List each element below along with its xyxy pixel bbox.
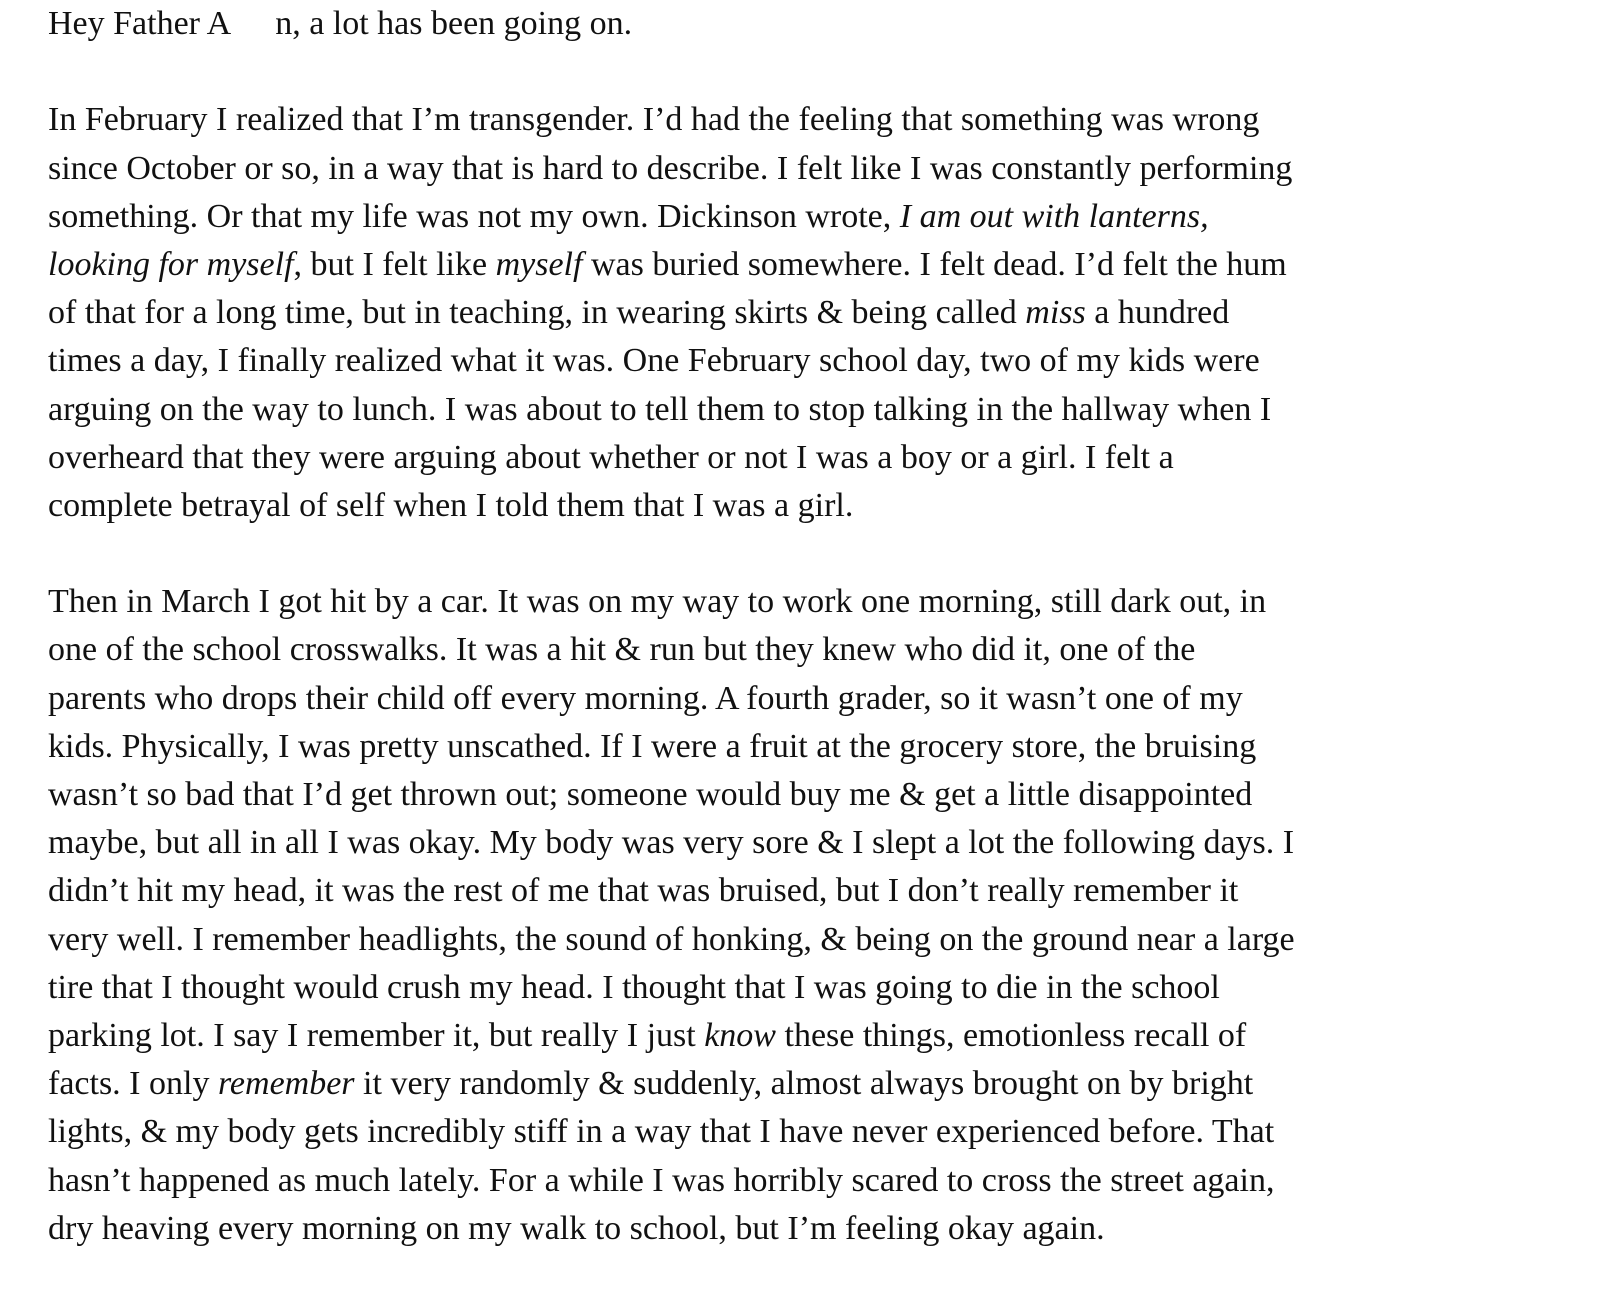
text-line: kids. Physically, I was pretty unscathed. If I were a fruit at the grocery store, the bruising	[48, 727, 1257, 765]
text-line: since October or so, in a way that is hard to describe. I felt like I was constantly performing	[48, 149, 1293, 187]
text-span: , but I felt like	[293, 245, 496, 283]
greeting-start: Hey Father A	[48, 5, 232, 42]
text-line: arguing on the way to lunch. I was about to tell them to stop talking in the hallway when I	[48, 390, 1272, 428]
text-line: tire that I thought would crush my head. I thought that I was going to die in the school	[48, 968, 1220, 1006]
text-span: a hundred	[1085, 294, 1230, 332]
text-span: facts. I only	[48, 1065, 218, 1103]
italic-quote: I am out with lanterns,	[899, 197, 1209, 235]
text-line: very well. I remember headlights, the sound of honking, & being on the ground near a large	[48, 920, 1295, 958]
text-line	[48, 1012, 1568, 1060]
text-span: something. Or that my life was not my own. Dickinson wrote,	[48, 197, 900, 235]
text-span: these things, emotionless recall of	[776, 1016, 1247, 1054]
italic-word: remember	[217, 1065, 355, 1103]
text-line: dry heaving every morning on my walk to school, but I’m feeling okay again.	[48, 1209, 1105, 1247]
text-line: hasn’t happened as much lately. For a while I was horribly scared to cross the street again,	[48, 1161, 1275, 1199]
italic-word: myself	[495, 245, 583, 283]
text-line	[48, 241, 1568, 289]
text-line: In February I realized that I’m transgender. I’d had the feeling that something was wrong	[48, 101, 1260, 139]
text-line	[48, 289, 1568, 337]
text-line: didn’t hit my head, it was the rest of me that was bruised, but I don’t really remember it	[48, 872, 1239, 910]
text-span: was buried somewhere. I felt dead. I’d felt the hum	[582, 245, 1287, 283]
italic-word: know	[704, 1016, 776, 1054]
text-line: overheard that they were arguing about whether or not I was a boy or a girl. I felt a	[48, 438, 1174, 476]
paragraph-spacer	[48, 48, 1568, 96]
text-line: maybe, but all in all I was okay. My body was very sore & I slept a lot the following days. I	[48, 824, 1295, 862]
text-line: times a day, I finally realized what it was. One February school day, two of my kids were	[48, 342, 1260, 380]
letter-document	[48, 0, 1568, 1253]
text-span: parking lot. I say I remember it, but really I just	[48, 1016, 705, 1054]
text-line: one of the school crosswalks. It was a hit & run but they knew who did it, one of the	[48, 631, 1196, 669]
text-span: of that for a long time, but in teaching, in wearing skirts & being called	[48, 294, 1026, 332]
paragraph-accident	[48, 578, 1568, 1253]
greeting-line	[48, 0, 1568, 48]
greeting-end: n, a lot has been going on.	[275, 5, 633, 42]
text-span: it very randomly & suddenly, almost always brought on by bright	[354, 1065, 1254, 1103]
text-line: Then in March I got hit by a car. It was on my way to work one morning, still dark out, in	[48, 583, 1267, 621]
italic-quote: looking for myself	[48, 245, 294, 283]
paragraph-transgender	[48, 96, 1568, 530]
text-line: wasn’t so bad that I’d get thrown out; someone would buy me & get a little disappointed	[48, 776, 1253, 813]
italic-word: miss	[1025, 294, 1086, 332]
text-line	[48, 193, 1568, 241]
text-line: complete betrayal of self when I told them that I was a girl.	[48, 486, 854, 524]
paragraph-spacer	[48, 530, 1568, 578]
text-line	[48, 1060, 1568, 1108]
text-line: lights, & my body gets incredibly stiff in a way that I have never experienced before. That	[48, 1113, 1275, 1151]
text-line: parents who drops their child off every morning. A fourth grader, so it wasn’t one of my	[48, 679, 1243, 717]
